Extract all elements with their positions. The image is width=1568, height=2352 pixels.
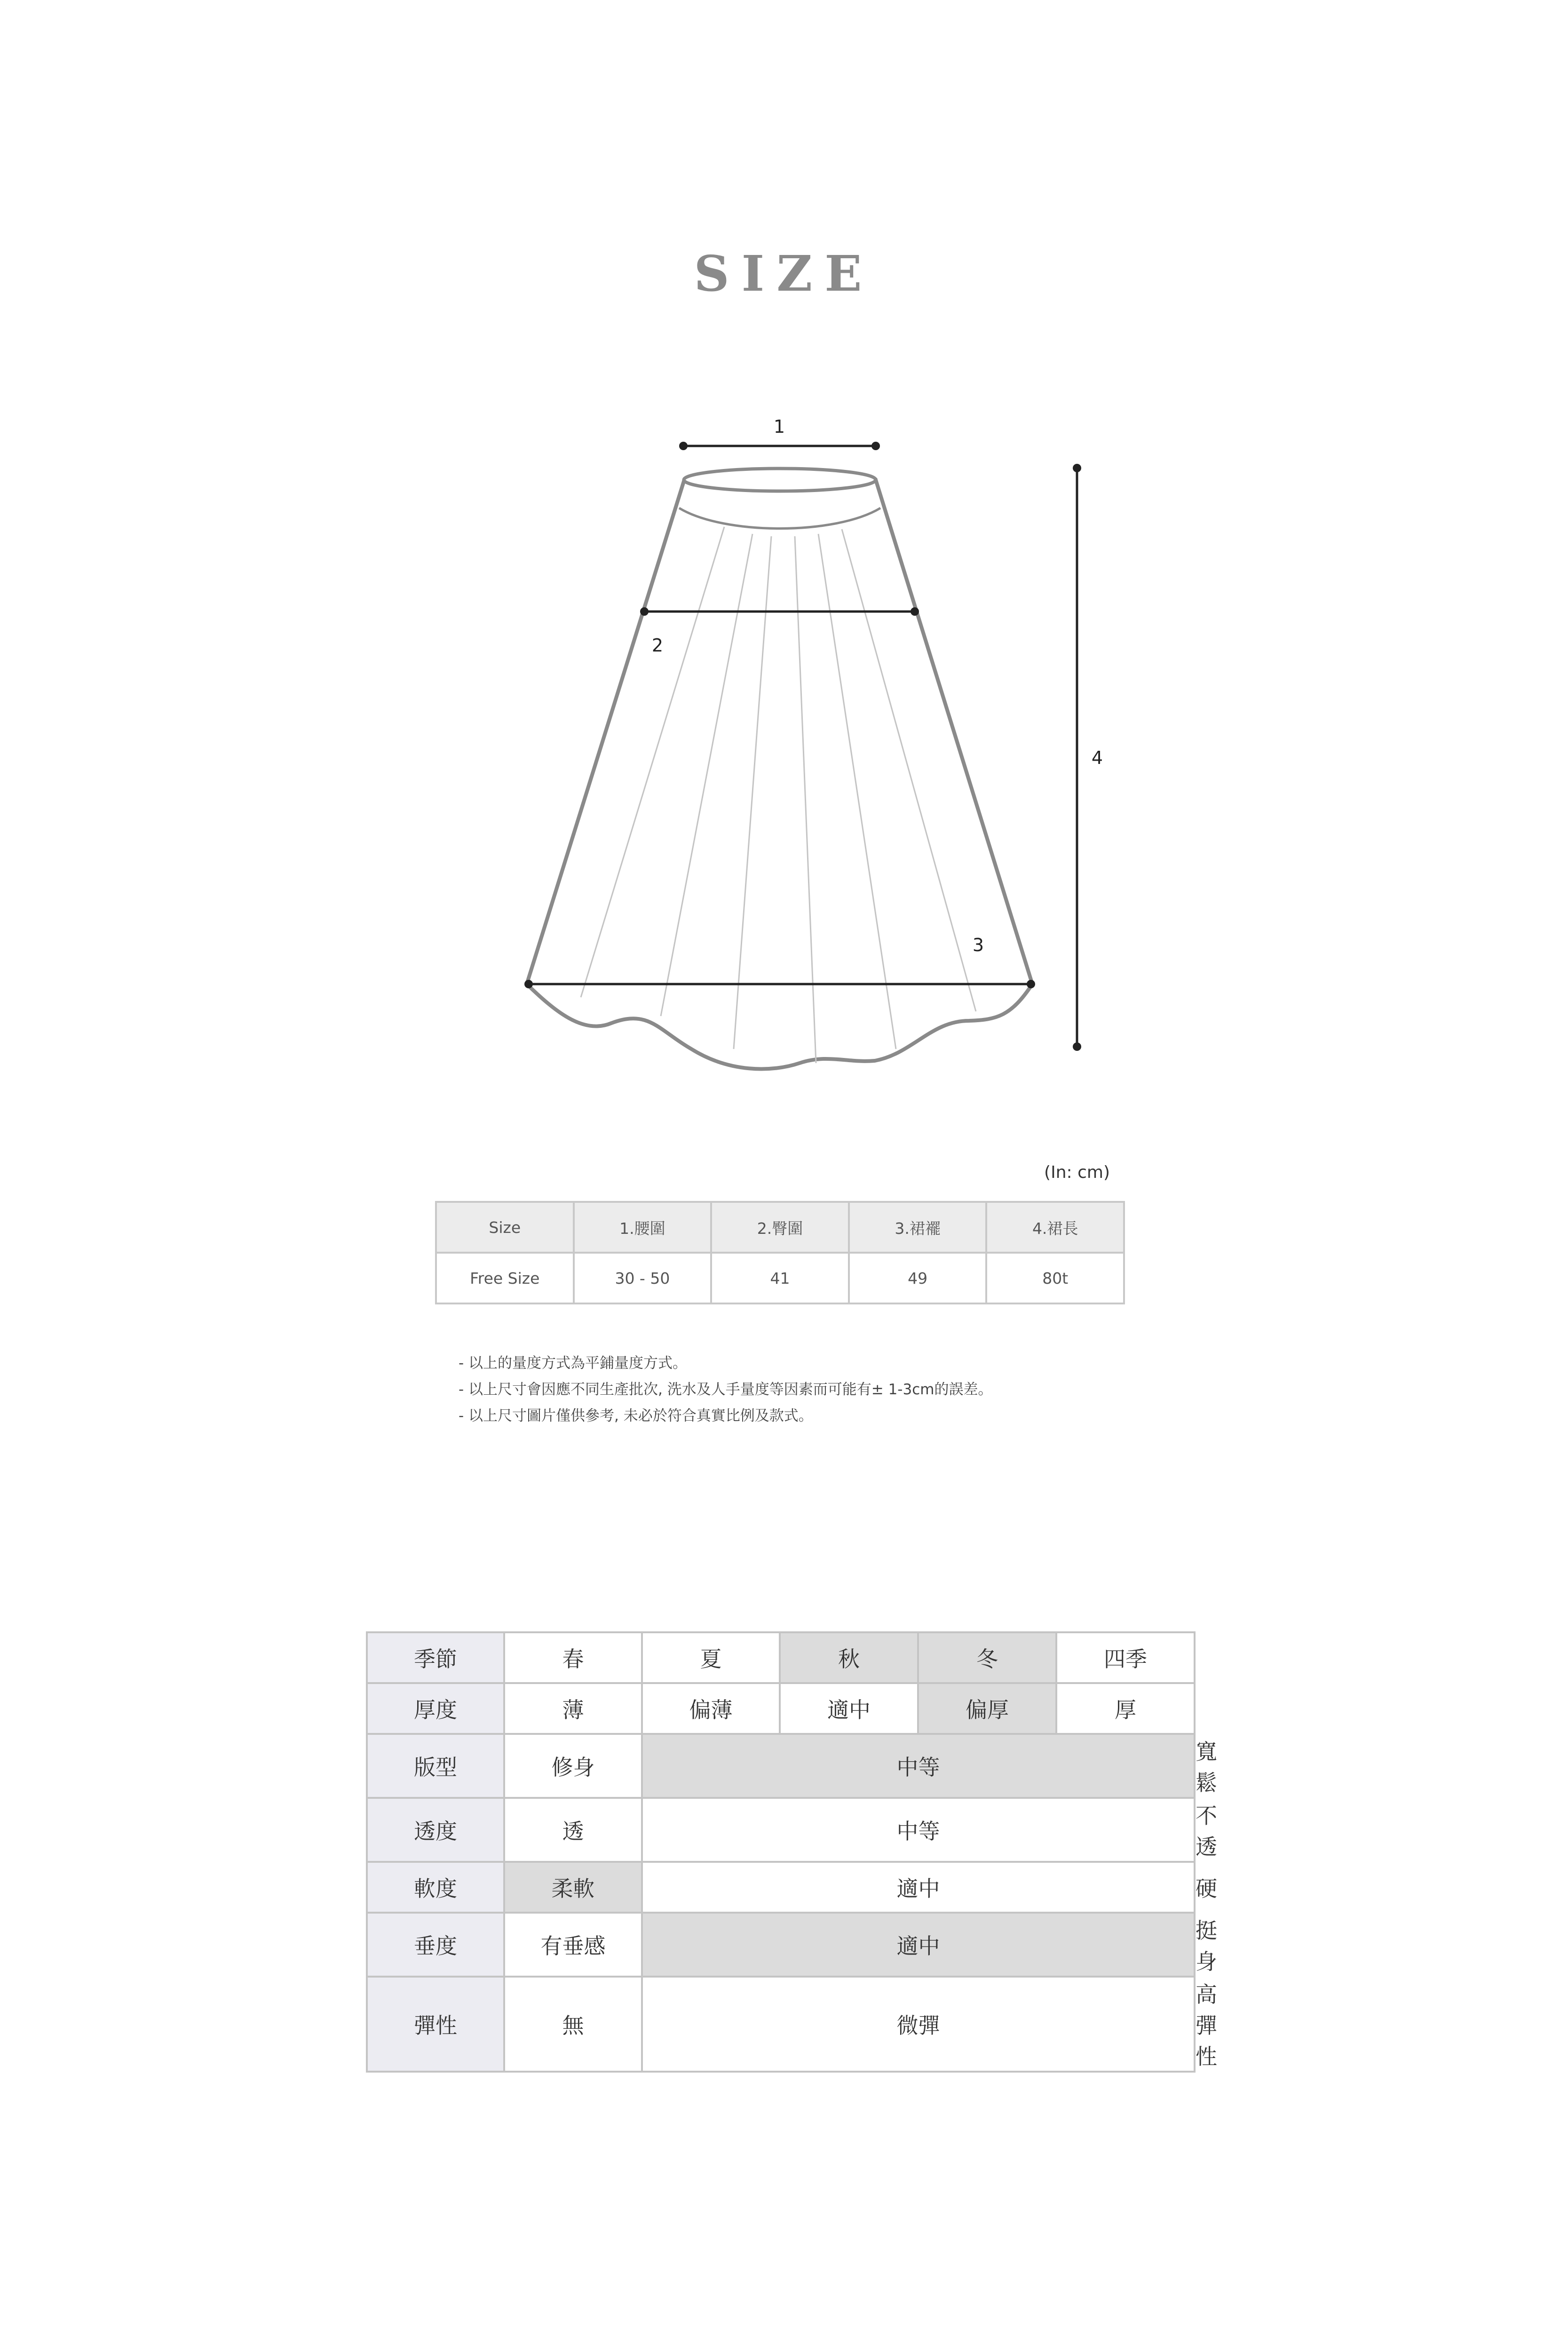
fabric-option-cell: 透	[504, 1798, 642, 1862]
fabric-properties-table	[366, 1631, 1217, 2073]
cell-length: 80t	[986, 1253, 1124, 1303]
fabric-row: 版型 修身 中等 寬鬆	[367, 1734, 1195, 1798]
fabric-option-cell: 無	[504, 1977, 642, 2072]
fabric-row-label: 垂度	[367, 1913, 504, 1977]
size-table-header-row	[436, 1202, 1124, 1253]
fabric-option-cell: 秋	[780, 1632, 918, 1683]
fabric-option-cell: 偏薄	[642, 1683, 780, 1734]
fabric-option-cell: 適中	[780, 1683, 918, 1734]
fabric-row	[367, 1632, 1195, 1683]
label-4: 4	[1091, 747, 1103, 768]
fabric-option-cell: 適中	[642, 1862, 1195, 1913]
fabric-option-cell: 適中	[642, 1913, 1195, 1977]
hem-measure-dot	[1027, 980, 1035, 988]
note-line: - 以上尺寸會因應不同生產批次, 洗水及人手量度等因素而可能有± 1-3cm的誤差。	[459, 1381, 993, 1398]
note-line: - 以上尺寸圖片僅供參考, 未必於符合真實比例及款式。	[459, 1407, 813, 1424]
fabric-option-cell: 夏	[642, 1632, 780, 1683]
waistband-top	[684, 469, 876, 491]
skirt-diagram	[0, 0, 1568, 1129]
fabric-option-cell: 有垂感	[504, 1913, 642, 1977]
fabric-option-cell: 春	[504, 1632, 642, 1683]
waist-measure-dot	[871, 442, 880, 450]
fabric-option-cell: 微彈	[642, 1977, 1195, 2072]
header-hem: 3.裙襬	[849, 1202, 987, 1253]
length-measure-dot	[1073, 464, 1081, 472]
fabric-row-label: 厚度	[367, 1683, 504, 1734]
fabric-option-cell: 薄	[504, 1683, 642, 1734]
cell-hip: 41	[711, 1253, 849, 1303]
header-size: Size	[436, 1202, 574, 1253]
fabric-option-cell: 柔軟	[504, 1862, 642, 1913]
hip-measure-dot	[640, 607, 649, 616]
fabric-row: 透度 透 中等 不透	[367, 1798, 1195, 1862]
fabric-row-label: 軟度	[367, 1862, 504, 1913]
fabric-option-cell: 中等	[642, 1798, 1195, 1862]
fabric-option-cell: 冬	[918, 1632, 1056, 1683]
cell-waist: 30 - 50	[574, 1253, 712, 1303]
note-line: - 以上的量度方式為平鋪量度方式。	[459, 1355, 688, 1372]
fabric-row: 軟度 柔軟 適中 硬	[367, 1862, 1195, 1913]
size-table	[435, 1201, 1125, 1304]
label-1: 1	[773, 416, 785, 437]
fabric-option-cell: 四季	[1056, 1632, 1195, 1683]
header-hip: 2.臀圍	[711, 1202, 849, 1253]
header-waist: 1.腰圍	[574, 1202, 712, 1253]
length-measure-dot	[1073, 1042, 1081, 1051]
header-length: 4.裙長	[986, 1202, 1124, 1253]
cell-size: Free Size	[436, 1253, 574, 1303]
unit-label: (In: cm)	[1044, 1163, 1110, 1182]
waist-measure-dot	[679, 442, 688, 450]
measurement-notes	[459, 1350, 992, 1429]
cell-hem: 49	[849, 1253, 987, 1303]
size-table-row	[436, 1253, 1124, 1303]
fabric-row	[367, 1683, 1195, 1734]
fabric-row: 垂度 有垂感 適中 挺身	[367, 1913, 1195, 1977]
fabric-option-cell: 中等	[642, 1734, 1195, 1798]
hem-measure-dot	[524, 980, 533, 988]
fabric-option-cell: 偏厚	[918, 1683, 1056, 1734]
label-2: 2	[651, 635, 664, 656]
hip-measure-dot	[911, 607, 919, 616]
page-title: SIZE	[694, 245, 874, 302]
fabric-row-label: 版型	[367, 1734, 504, 1798]
fabric-option-cell: 厚	[1056, 1683, 1195, 1734]
fabric-row: 彈性 無 微彈 高彈性	[367, 1977, 1195, 2072]
fabric-row-label: 彈性	[367, 1977, 504, 2072]
fabric-row-label: 季節	[367, 1632, 504, 1683]
skirt-outline	[527, 480, 1032, 1069]
fabric-row-label: 透度	[367, 1798, 504, 1862]
fabric-option-cell: 修身	[504, 1734, 642, 1798]
label-3: 3	[972, 935, 984, 955]
